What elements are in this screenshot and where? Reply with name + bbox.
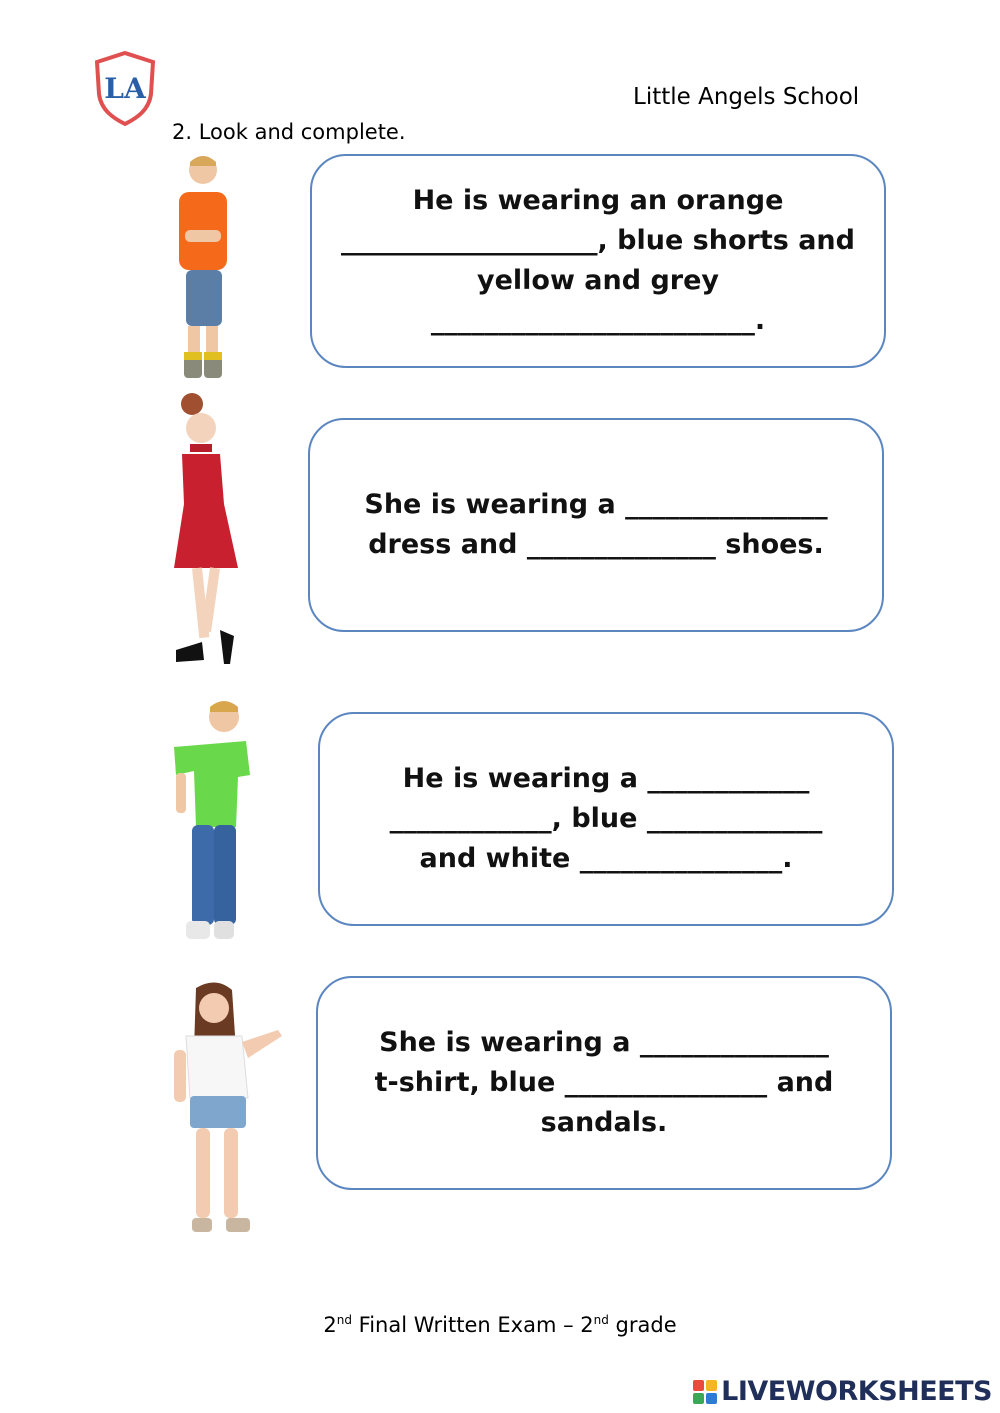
- liveworksheets-brand: [693, 1376, 992, 1407]
- sentence-1-line-4: ________________________.: [430, 305, 766, 336]
- sentence-3-text: [390, 759, 823, 879]
- liveworksheets-logo-icon: [693, 1380, 717, 1404]
- sentence-1-line-3: yellow and grey: [476, 265, 720, 296]
- sentence-3-line-3: and white _______________.: [419, 843, 793, 874]
- sentence-2-line-2: dress and ______________ shoes.: [368, 529, 824, 560]
- girl-red-dress-image: [170, 392, 242, 668]
- footer-sup-2: nd: [593, 1313, 609, 1327]
- sentence-3-line-1: He is wearing a ____________: [402, 763, 810, 794]
- footer-pre: 2: [323, 1313, 337, 1337]
- footer-sup-1: nd: [336, 1313, 352, 1327]
- sentence-box-4: [316, 976, 892, 1190]
- sentence-1-text: [341, 181, 855, 341]
- sentence-2-text: [364, 485, 827, 565]
- logo-text: LA: [104, 72, 146, 105]
- girl-white-tshirt-image: [166, 980, 284, 1238]
- school-name: Little Angels School: [633, 84, 860, 110]
- brand-name: LIVEWORKSHEETS: [721, 1376, 992, 1407]
- sentence-1-line-2: ___________________, blue shorts and: [341, 225, 855, 256]
- sentence-4-line-1: She is wearing a ______________: [379, 1027, 829, 1058]
- sentence-4-line-2: t-shirt, blue _______________ and: [374, 1067, 834, 1098]
- footer-mid: Final Written Exam – 2: [351, 1313, 594, 1337]
- footer-post: grade: [608, 1313, 677, 1337]
- sentence-box-1: [310, 154, 886, 368]
- boy-orange-shirt-image: [172, 152, 234, 384]
- instruction: 2. Look and complete.: [172, 120, 406, 144]
- sentence-4-line-3: sandals.: [540, 1107, 668, 1138]
- sentence-3-line-2: ____________, blue _____________: [389, 803, 823, 834]
- boy-green-shirt-image: [166, 697, 252, 945]
- sentence-box-2: [308, 418, 884, 632]
- sentence-4-text: [375, 1023, 834, 1143]
- sentence-2-line-1: She is wearing a _______________: [364, 489, 828, 520]
- sentence-1-line-1: He is wearing an orange: [412, 185, 784, 216]
- exam-footer: [0, 1313, 1000, 1337]
- school-logo: [93, 50, 157, 126]
- sentence-box-3: [318, 712, 894, 926]
